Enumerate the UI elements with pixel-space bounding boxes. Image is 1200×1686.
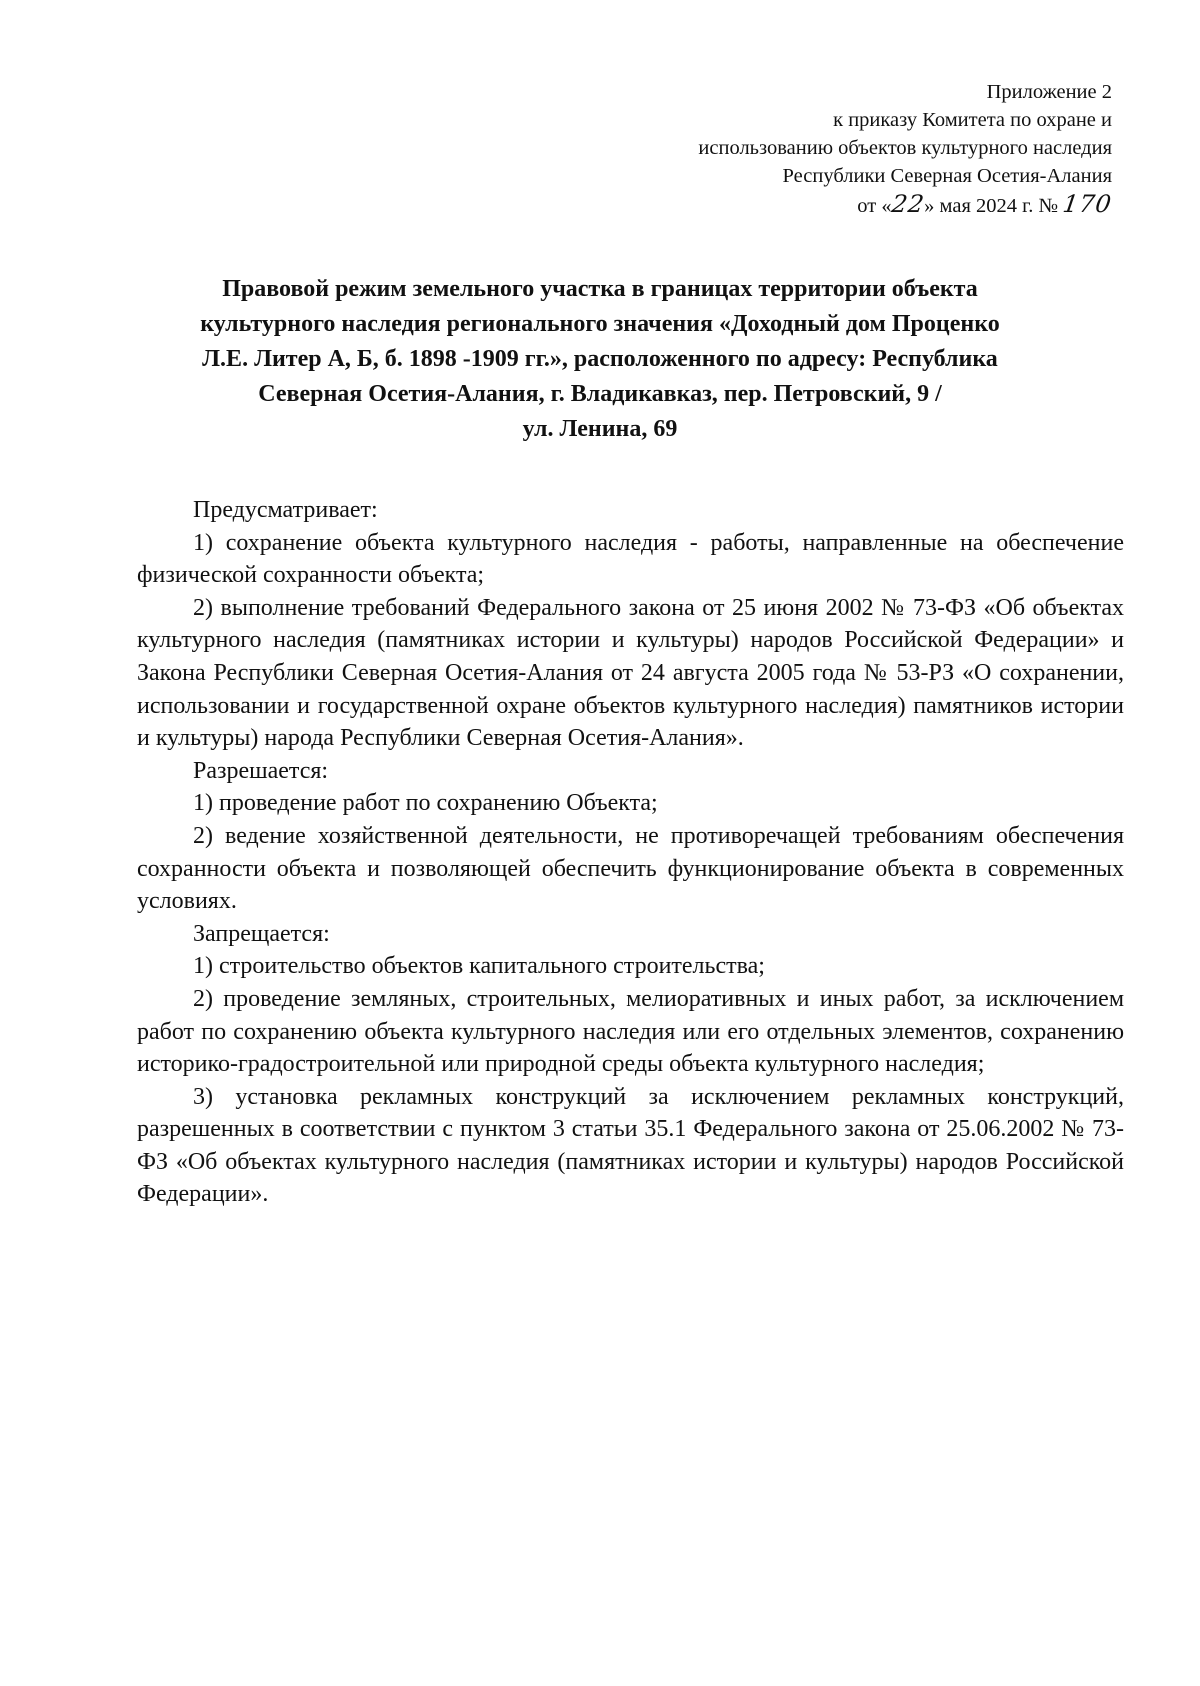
provides-item: 1) сохранение объекта культурного наследия - работы, направленные на обеспечение физической сохранности объекта; xyxy=(137,529,1124,589)
allowed-label: Разрешается: xyxy=(193,757,329,784)
document-body xyxy=(137,494,1124,1211)
prohibited-label: Запрещается: xyxy=(193,920,330,947)
title-line: Северная Осетия-Алания, г. Владикавказ, пер. Петровский, 9 / xyxy=(258,381,942,407)
appendix-header xyxy=(552,78,1112,220)
allowed-item: 1) проведение работ по сохранению Объекта; xyxy=(193,790,658,817)
provides-item: 2) выполнение требований Федерального закона от 25 июня 2002 № 73-ФЗ «Об объектах культурного наследия (памятниках истории и культуры) народов Российской Федерации» и Закона Республики Северная Осетия-Алания от 24 августа 2005 года № 53-РЗ «О сохранении, использовании и государственной охране объектов культурного наследия) памятников истории и культуры) народа Республики Северная Осетия-Алания». xyxy=(137,594,1124,752)
appendix-order-reference: к приказу Комитета по охране и xyxy=(833,109,1112,131)
prohibited-item: 3) установка рекламных конструкций за исключением рекламных конструкций, разрешенных в соответствии с пунктом 3 статьи 35.1 Федерального закона от 25.06.2002 № 73-ФЗ «Об объектах культурного наследия (памятниках истории и культуры) народов Российской Федерации». xyxy=(137,1083,1124,1208)
date-suffix: » мая 2024 г. № xyxy=(924,195,1059,217)
title-line: Правовой режим земельного участка в границах территории объекта xyxy=(222,276,978,302)
appendix-republic-name: Республики Северная Осетия-Алания xyxy=(782,165,1112,187)
title-line: ул. Ленина, 69 xyxy=(522,416,678,442)
title-line: культурного наследия регионального значения «Доходный дом Проценко xyxy=(200,311,1000,337)
handwritten-order-number: 170 xyxy=(1061,190,1114,218)
title-line: Л.Е. Литер А, Б, б. 1898 -1909 гг.», расположенного по адресу: Республика xyxy=(202,346,998,372)
document-title xyxy=(120,272,1080,447)
appendix-committee-name: использованию объектов культурного наследия xyxy=(698,137,1112,159)
provides-label: Предусматривает: xyxy=(193,497,378,523)
date-prefix: от « xyxy=(857,195,892,217)
prohibited-item: 1) строительство объектов капитального строительства; xyxy=(193,953,765,980)
appendix-date-line xyxy=(552,190,1112,220)
allowed-item: 2) ведение хозяйственной деятельности, не противоречащей требованиям обеспечения сохранности объекта и позволяющей обеспечить функционирование объекта в современных условиях. xyxy=(137,822,1124,915)
appendix-label: Приложение 2 xyxy=(986,81,1112,103)
prohibited-item: 2) проведение земляных, строительных, мелиоративных и иных работ, за исключением работ по сохранению объекта культурного наследия или его отдельных элементов, сохранению историко-градостроительной или природной среды объекта культурного наследия; xyxy=(137,985,1124,1078)
handwritten-day: 22 xyxy=(889,190,927,218)
